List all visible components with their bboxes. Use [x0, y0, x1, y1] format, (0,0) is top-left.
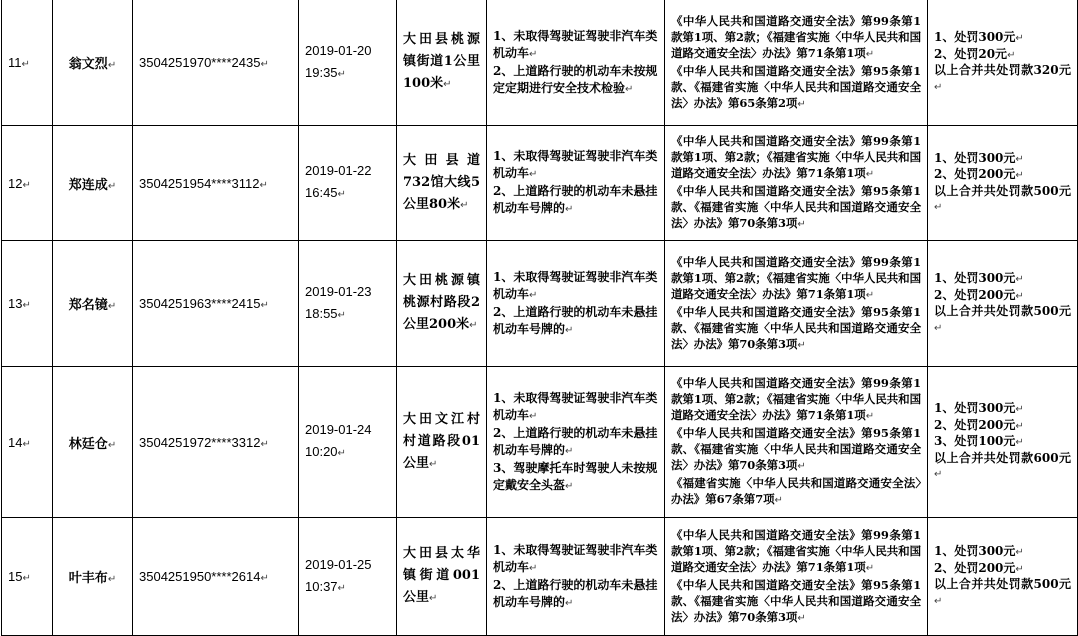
paragraph-mark-icon: ↵	[429, 593, 438, 604]
paragraph-mark-icon: ↵	[22, 300, 31, 311]
penalty-item: 1、处罚300元	[934, 30, 1016, 44]
name-cell	[53, 241, 133, 367]
paragraph-mark-icon: ↵	[774, 495, 783, 506]
violation-location: 大田文江村村道路段01公里	[403, 411, 480, 471]
location-cell	[397, 241, 487, 367]
penalty-item: 2、处罚20元	[934, 46, 1008, 61]
id-cell	[133, 518, 299, 636]
location-cell	[397, 0, 487, 126]
paragraph-mark-icon: ↵	[337, 448, 346, 459]
penalty-item: 2、处罚200元	[934, 560, 1016, 575]
paragraph-mark-icon: ↵	[934, 202, 943, 213]
law-basis-cell	[665, 367, 928, 518]
id-cell	[133, 241, 299, 367]
paragraph-mark-icon: ↵	[337, 309, 346, 321]
paragraph-mark-icon: ↵	[934, 81, 943, 93]
law-basis-cell	[665, 518, 928, 636]
penalty-item: 以上合并共处罚款600元	[934, 450, 1071, 465]
datetime-cell	[299, 241, 397, 367]
penalty-item: 以上合并共处罚款500元	[934, 183, 1071, 198]
id-number: 3504251970****2435	[139, 55, 261, 70]
id-cell	[133, 126, 299, 241]
paragraph-mark-icon: ↵	[337, 582, 346, 594]
id-number: 3504251954****3112	[139, 175, 260, 191]
paragraph-mark-icon: ↵	[259, 179, 268, 191]
row-number: 11	[8, 55, 22, 70]
paragraph-mark-icon: ↵	[529, 289, 538, 301]
paragraph-mark-icon: ↵	[469, 320, 478, 331]
paragraph-mark-icon: ↵	[1015, 404, 1024, 416]
law-basis-cell	[665, 126, 928, 241]
paragraph-mark-icon: ↵	[1015, 170, 1024, 181]
paragraph-mark-icon: ↵	[865, 562, 874, 574]
row-number-cell	[2, 518, 53, 636]
violation-cell	[487, 367, 665, 518]
violation-date: 2019-01-23	[305, 283, 372, 299]
penalty-item: 以上合并共处罚款320元	[934, 63, 1071, 77]
table-row	[2, 367, 1078, 518]
table-row	[2, 126, 1078, 241]
violation-item: 2、上道路行驶的机动车未悬挂机动车号牌的	[493, 577, 658, 609]
paragraph-mark-icon: ↵	[260, 573, 269, 584]
paragraph-mark-icon: ↵	[22, 438, 31, 450]
violation-location: 大田县太华镇街道001公里	[403, 546, 480, 605]
paragraph-mark-icon: ↵	[21, 59, 30, 70]
violation-date: 2019-01-20	[305, 42, 372, 58]
paragraph-mark-icon: ↵	[107, 574, 117, 585]
violation-item: 1、未取得驾驶证驾驶非汽车类机动车	[493, 390, 658, 422]
paragraph-mark-icon: ↵	[797, 612, 806, 624]
paragraph-mark-icon: ↵	[625, 83, 634, 95]
paragraph-mark-icon: ↵	[1015, 437, 1024, 449]
violation-item: 1、未取得驾驶证驾驶非汽车类机动车	[493, 149, 658, 180]
paragraph-mark-icon: ↵	[107, 180, 117, 192]
violation-location: 大田桃源镇桃源村路段2公里200米	[403, 273, 480, 332]
violation-location: 大田县道732馆大线5公里80米	[403, 152, 480, 212]
name-cell	[53, 126, 133, 241]
violation-time: 10:37	[305, 578, 338, 594]
row-number-cell	[2, 126, 53, 241]
penalty-table	[1, 0, 1078, 636]
id-cell	[133, 367, 299, 518]
paragraph-mark-icon: ↵	[565, 445, 574, 457]
paragraph-mark-icon: ↵	[529, 562, 538, 574]
penalty-item: 1、处罚300元	[934, 401, 1016, 416]
paragraph-mark-icon: ↵	[1015, 290, 1024, 302]
violation-time: 18:55	[305, 305, 338, 321]
law-item: 《中华人民共和国道路交通安全法》第99条第1款第1项、第2款；《福建省实施〈中华人民共和国道路交通安全法〉办法》第71条第1项	[671, 134, 921, 180]
paragraph-mark-icon: ↵	[260, 300, 269, 311]
paragraph-mark-icon: ↵	[797, 339, 806, 351]
violation-item: 1、未取得驾驶证驾驶非汽车类机动车	[493, 542, 658, 574]
violation-location: 大田县桃源镇街道1公里100米	[403, 32, 480, 91]
datetime-cell	[299, 0, 397, 126]
violation-time: 10:20	[305, 444, 338, 459]
row-number: 15	[8, 569, 23, 584]
paragraph-mark-icon: ↵	[797, 219, 806, 230]
row-number: 12	[8, 175, 23, 191]
law-item: 《中华人民共和国道路交通安全法》第95条第1款、《福建省实施〈中华人民共和国道路交通安全法〉办法》第70条第3项	[671, 426, 921, 472]
paragraph-mark-icon: ↵	[1007, 49, 1016, 61]
violation-cell	[487, 518, 665, 636]
datetime-cell	[299, 126, 397, 241]
name-cell	[53, 367, 133, 518]
paragraph-mark-icon: ↵	[565, 480, 574, 492]
paragraph-mark-icon: ↵	[1015, 547, 1024, 558]
penalty-item: 以上合并共处罚款500元	[934, 577, 1071, 591]
paragraph-mark-icon: ↵	[443, 79, 452, 90]
paragraph-mark-icon: ↵	[934, 469, 943, 481]
violation-date: 2019-01-22	[305, 163, 372, 178]
violation-date: 2019-01-25	[305, 556, 372, 572]
law-item: 《福建省实施〈中华人民共和国道路交通安全法〉办法》第67条第7项	[671, 476, 921, 506]
name-cell	[53, 518, 133, 636]
person-name: 郑连成	[68, 176, 108, 192]
paragraph-mark-icon: ↵	[529, 410, 538, 422]
paragraph-mark-icon: ↵	[797, 98, 806, 110]
violation-item: 2、上道路行驶的机动车未悬挂机动车号牌的	[493, 425, 658, 457]
person-name: 翁文烈	[68, 56, 108, 71]
paragraph-mark-icon: ↵	[1015, 153, 1024, 165]
penalty-item: 3、处罚100元	[934, 434, 1016, 449]
penalty-item: 2、处罚200元	[934, 417, 1016, 432]
paragraph-mark-icon: ↵	[107, 301, 117, 312]
law-item: 《中华人民共和国道路交通安全法》第95条第1款、《福建省实施〈中华人民共和国道路交通安全法〉办法》第65条第2项	[671, 63, 921, 110]
paragraph-mark-icon: ↵	[565, 324, 574, 336]
penalty-cell	[928, 241, 1078, 367]
violation-item: 2、上道路行驶的机动车未悬挂机动车号牌的	[493, 184, 658, 215]
paragraph-mark-icon: ↵	[865, 411, 874, 422]
paragraph-mark-icon: ↵	[934, 322, 943, 334]
law-item: 《中华人民共和国道路交通安全法》第95条第1款、《福建省实施〈中华人民共和国道路交通安全法〉办法》第70条第3项	[671, 577, 921, 624]
paragraph-mark-icon: ↵	[107, 60, 117, 71]
row-number-cell	[2, 0, 53, 126]
location-cell	[397, 518, 487, 636]
violation-cell	[487, 126, 665, 241]
law-item: 《中华人民共和国道路交通安全法》第95条第1款、《福建省实施〈中华人民共和国道路交通安全法〉办法》第70条第3项	[671, 304, 921, 351]
violation-item: 2、上道路行驶的机动车未按规定定期进行安全技术检验	[493, 63, 658, 95]
violation-time: 16:45	[305, 185, 338, 200]
datetime-cell	[299, 367, 397, 518]
person-name: 林廷仓	[68, 435, 108, 451]
penalty-item: 2、处罚200元	[934, 167, 1016, 181]
penalty-cell	[928, 367, 1078, 518]
paragraph-mark-icon: ↵	[107, 439, 117, 451]
paragraph-mark-icon: ↵	[22, 179, 31, 191]
penalty-item: 1、处罚300元	[934, 271, 1016, 285]
paragraph-mark-icon: ↵	[565, 204, 574, 215]
penalty-cell	[928, 126, 1078, 241]
table-row	[2, 518, 1078, 636]
id-cell	[133, 0, 299, 126]
law-item: 《中华人民共和国道路交通安全法》第95条第1款、《福建省实施〈中华人民共和国道路交通安全法〉办法》第70条第3项	[671, 184, 921, 230]
violation-time: 19:35	[305, 64, 338, 80]
law-item: 《中华人民共和国道路交通安全法》第99条第1款第1项、第2款；《福建省实施〈中华人民共和国道路交通安全法〉办法》第71条第1项	[671, 254, 921, 301]
paragraph-mark-icon: ↵	[1015, 33, 1024, 44]
id-number: 3504251950****2614	[139, 569, 261, 584]
penalty-cell	[928, 518, 1078, 636]
paragraph-mark-icon: ↵	[529, 169, 538, 180]
law-item: 《中华人民共和国道路交通安全法》第99条第1款第1项、第2款；《福建省实施〈中华人民共和国道路交通安全法〉办法》第71条第1项	[671, 527, 921, 574]
law-item: 《中华人民共和国道路交通安全法》第99条第1款第1项、第2款；《福建省实施〈中华人民共和国道路交通安全法〉办法》第71条第1项	[671, 13, 921, 60]
location-cell	[397, 367, 487, 518]
law-basis-cell	[665, 241, 928, 367]
penalty-item: 1、处罚300元	[934, 150, 1016, 165]
person-name: 郑名镜	[68, 297, 108, 312]
id-number: 3504251963****2415	[139, 296, 261, 311]
violation-cell	[487, 241, 665, 367]
paragraph-mark-icon: ↵	[797, 461, 806, 472]
datetime-cell	[299, 518, 397, 636]
law-item: 《中华人民共和国道路交通安全法》第99条第1款第1项、第2款；《福建省实施〈中华人民共和国道路交通安全法〉办法》第71条第1项	[671, 376, 921, 422]
paragraph-mark-icon: ↵	[865, 48, 874, 60]
paragraph-mark-icon: ↵	[529, 48, 538, 60]
id-number: 3504251972****3312	[139, 434, 261, 450]
paragraph-mark-icon: ↵	[337, 68, 346, 80]
row-number-cell	[2, 241, 53, 367]
table-row	[2, 0, 1078, 126]
row-number: 13	[8, 296, 23, 311]
penalty-item: 1、处罚300元	[934, 544, 1016, 558]
violation-item: 1、未取得驾驶证驾驶非汽车类机动车	[493, 269, 658, 301]
row-number: 14	[8, 434, 23, 450]
violation-cell	[487, 0, 665, 126]
paragraph-mark-icon: ↵	[460, 199, 469, 211]
paragraph-mark-icon: ↵	[260, 59, 269, 70]
law-basis-cell	[665, 0, 928, 126]
paragraph-mark-icon: ↵	[1015, 563, 1024, 575]
paragraph-mark-icon: ↵	[22, 573, 31, 584]
violation-date: 2019-01-24	[305, 422, 372, 437]
paragraph-mark-icon: ↵	[565, 597, 574, 609]
table-row	[2, 241, 1078, 367]
name-cell	[53, 0, 133, 126]
paragraph-mark-icon: ↵	[260, 438, 269, 450]
violation-item: 2、上道路行驶的机动车未悬挂机动车号牌的	[493, 304, 658, 336]
location-cell	[397, 126, 487, 241]
row-number-cell	[2, 367, 53, 518]
paragraph-mark-icon: ↵	[1015, 420, 1024, 432]
violation-item: 1、未取得驾驶证驾驶非汽车类机动车	[493, 28, 658, 60]
paragraph-mark-icon: ↵	[865, 289, 874, 301]
violation-item: 3、驾驶摩托车时驾驶人未按规定戴安全头盔	[493, 460, 658, 492]
penalty-item: 2、处罚200元	[934, 287, 1016, 302]
paragraph-mark-icon: ↵	[934, 595, 943, 607]
penalty-cell	[928, 0, 1078, 126]
paragraph-mark-icon: ↵	[337, 189, 346, 200]
paragraph-mark-icon: ↵	[1015, 274, 1024, 285]
person-name: 叶丰布	[68, 570, 108, 585]
penalty-item: 以上合并共处罚款500元	[934, 304, 1071, 318]
paragraph-mark-icon: ↵	[429, 458, 438, 470]
paragraph-mark-icon: ↵	[865, 169, 874, 180]
